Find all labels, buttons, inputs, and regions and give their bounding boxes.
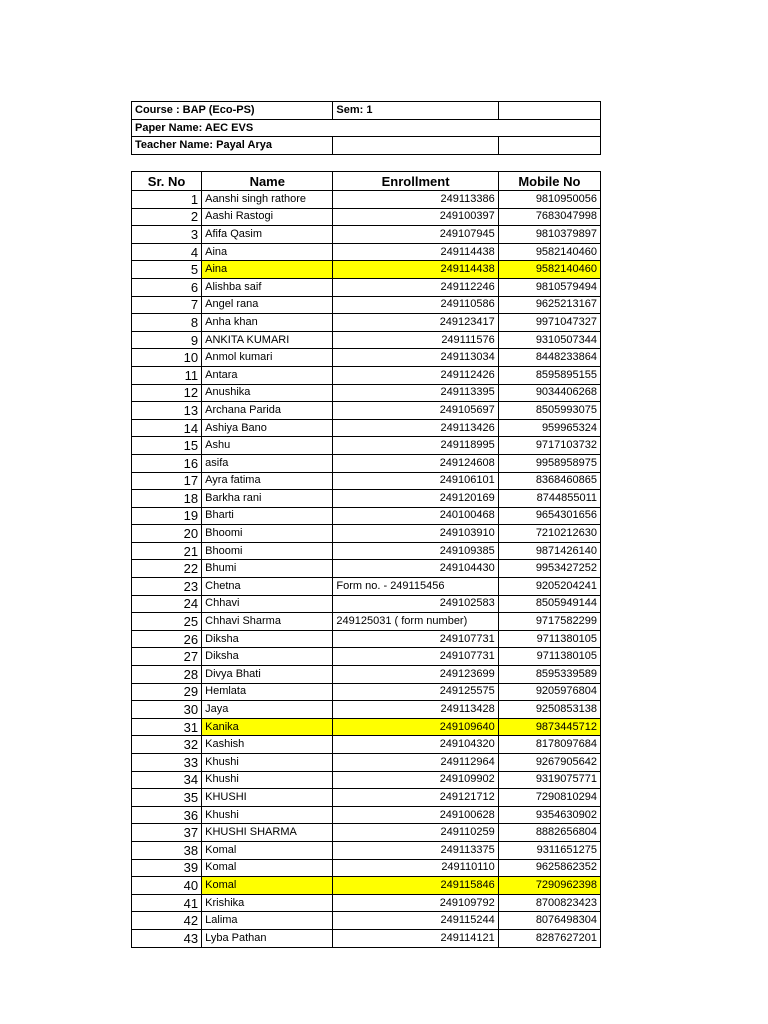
cell-mobile: 8595895155	[498, 366, 600, 384]
table-row	[132, 243, 601, 261]
table-row	[132, 525, 601, 543]
cell-sr: 3	[132, 226, 202, 244]
cell-sr: 16	[132, 454, 202, 472]
cell-sr: 34	[132, 771, 202, 789]
cell-enrollment: 240100468	[333, 507, 498, 525]
cell-name: Bhoomi	[202, 525, 333, 543]
cell-sr: 17	[132, 472, 202, 490]
cell-enrollment: 249104430	[333, 560, 498, 578]
cell-sr: 37	[132, 824, 202, 842]
cell-enrollment: 249110586	[333, 296, 498, 314]
cell-mobile: 8505993075	[498, 402, 600, 420]
cell-enrollment: 249102583	[333, 595, 498, 613]
cell-name: Bharti	[202, 507, 333, 525]
cell-sr: 14	[132, 419, 202, 437]
table-row	[132, 578, 601, 596]
table-row	[132, 296, 601, 314]
table-row	[132, 191, 601, 209]
paper-row	[132, 119, 601, 137]
cell-mobile: 8448233864	[498, 349, 600, 367]
cell-name: Afifa Qasim	[202, 226, 333, 244]
cell-mobile: 7683047998	[498, 208, 600, 226]
table-row	[132, 806, 601, 824]
cell-name: Khushi	[202, 771, 333, 789]
cell-enrollment: 249113426	[333, 419, 498, 437]
cell-enrollment: 249104320	[333, 736, 498, 754]
cell-name: Aina	[202, 243, 333, 261]
cell-name: Ashu	[202, 437, 333, 455]
table-row	[132, 877, 601, 895]
cell-enrollment: 249113428	[333, 701, 498, 719]
cell-mobile: 9034406268	[498, 384, 600, 402]
table-row	[132, 542, 601, 560]
cell-name: Aashi Rastogi	[202, 208, 333, 226]
table-row	[132, 595, 601, 613]
cell-sr: 40	[132, 877, 202, 895]
cell-sr: 18	[132, 490, 202, 508]
cell-mobile: 8076498304	[498, 912, 600, 930]
cell-sr: 35	[132, 789, 202, 807]
cell-enrollment: 249125031 ( form number)	[333, 613, 498, 631]
cell-enrollment: 249107945	[333, 226, 498, 244]
cell-sr: 29	[132, 683, 202, 701]
cell-enrollment: 249113375	[333, 841, 498, 859]
cell-name: Chhavi	[202, 595, 333, 613]
table-row	[132, 630, 601, 648]
cell-sr: 38	[132, 841, 202, 859]
cell-name: Diksha	[202, 630, 333, 648]
cell-mobile: 9711380105	[498, 630, 600, 648]
cell-enrollment: 249106101	[333, 472, 498, 490]
cell-name: Diksha	[202, 648, 333, 666]
table-row	[132, 314, 601, 332]
cell-name: Anmol kumari	[202, 349, 333, 367]
cell-enrollment: 249113395	[333, 384, 498, 402]
cell-enrollment: 249123699	[333, 666, 498, 684]
course-info-table	[131, 101, 601, 155]
cell-mobile: 9810950056	[498, 191, 600, 209]
cell-enrollment: 249112426	[333, 366, 498, 384]
cell-enrollment: 249115244	[333, 912, 498, 930]
table-row	[132, 736, 601, 754]
cell-mobile: 7290810294	[498, 789, 600, 807]
cell-sr: 22	[132, 560, 202, 578]
cell-mobile: 9582140460	[498, 243, 600, 261]
cell-enrollment: 249100628	[333, 806, 498, 824]
cell-sr: 30	[132, 701, 202, 719]
cell-enrollment: Form no. - 249115456	[333, 578, 498, 596]
table-row	[132, 208, 601, 226]
course-row	[132, 102, 601, 120]
cell-sr: 15	[132, 437, 202, 455]
cell-mobile: 8595339589	[498, 666, 600, 684]
cell-sr: 43	[132, 929, 202, 947]
cell-enrollment: 249103910	[333, 525, 498, 543]
cell-enrollment: 249115846	[333, 877, 498, 895]
cell-enrollment: 249112964	[333, 754, 498, 772]
table-row	[132, 507, 601, 525]
cell-mobile: 9250853138	[498, 701, 600, 719]
cell-sr: 1	[132, 191, 202, 209]
cell-enrollment: 249125575	[333, 683, 498, 701]
cell-sr: 36	[132, 806, 202, 824]
cell-mobile: 9971047327	[498, 314, 600, 332]
cell-mobile: 7290962398	[498, 877, 600, 895]
cell-mobile: 8744855011	[498, 490, 600, 508]
table-row	[132, 824, 601, 842]
header-row	[132, 172, 601, 191]
table-row	[132, 226, 601, 244]
cell-mobile: 9873445712	[498, 718, 600, 736]
cell-sr: 5	[132, 261, 202, 279]
table-row	[132, 718, 601, 736]
table-row	[132, 912, 601, 930]
cell-enrollment: 249109792	[333, 894, 498, 912]
cell-sr: 11	[132, 366, 202, 384]
cell-enrollment: 249110259	[333, 824, 498, 842]
cell-sr: 33	[132, 754, 202, 772]
cell-mobile: 8882656804	[498, 824, 600, 842]
cell-name: Kashish	[202, 736, 333, 754]
cell-enrollment: 249112246	[333, 278, 498, 296]
table-row	[132, 929, 601, 947]
cell-sr: 26	[132, 630, 202, 648]
cell-mobile: 9654301656	[498, 507, 600, 525]
cell-mobile: 9205976804	[498, 683, 600, 701]
header-sr-no: Sr. No	[132, 172, 202, 191]
table-row	[132, 278, 601, 296]
cell-sr: 13	[132, 402, 202, 420]
cell-enrollment: 249114438	[333, 261, 498, 279]
header-mobile: Mobile No	[498, 172, 600, 191]
cell-mobile: 9311651275	[498, 841, 600, 859]
cell-mobile: 9310507344	[498, 331, 600, 349]
cell-name: ANKITA KUMARI	[202, 331, 333, 349]
cell-sr: 32	[132, 736, 202, 754]
cell-mobile: 8505949144	[498, 595, 600, 613]
cell-enrollment: 249110110	[333, 859, 498, 877]
cell-name: Komal	[202, 841, 333, 859]
cell-enrollment: 249109385	[333, 542, 498, 560]
cell-mobile: 959965324	[498, 419, 600, 437]
table-row	[132, 701, 601, 719]
cell-mobile: 8368460865	[498, 472, 600, 490]
table-row	[132, 754, 601, 772]
cell-sr: 21	[132, 542, 202, 560]
cell-sr: 41	[132, 894, 202, 912]
cell-name: asifa	[202, 454, 333, 472]
table-row	[132, 490, 601, 508]
cell-enrollment: 249107731	[333, 648, 498, 666]
cell-mobile: 9810379897	[498, 226, 600, 244]
cell-name: Khushi	[202, 754, 333, 772]
cell-enrollment: 249113386	[333, 191, 498, 209]
cell-sr: 23	[132, 578, 202, 596]
cell-name: Bhoomi	[202, 542, 333, 560]
table-row	[132, 613, 601, 631]
empty-cell	[498, 102, 600, 120]
cell-mobile: 8178097684	[498, 736, 600, 754]
table-row	[132, 771, 601, 789]
cell-sr: 2	[132, 208, 202, 226]
cell-enrollment: 249109640	[333, 718, 498, 736]
cell-mobile: 9717103732	[498, 437, 600, 455]
teacher-cell: Teacher Name: Payal Arya	[132, 137, 333, 155]
course-cell: Course : BAP (Eco-PS)	[132, 102, 333, 120]
table-row	[132, 841, 601, 859]
table-row	[132, 331, 601, 349]
cell-name: KHUSHI	[202, 789, 333, 807]
cell-mobile: 9319075771	[498, 771, 600, 789]
cell-name: Angel rana	[202, 296, 333, 314]
table-row	[132, 437, 601, 455]
cell-name: Barkha rani	[202, 490, 333, 508]
cell-name: Anushika	[202, 384, 333, 402]
table-row	[132, 683, 601, 701]
cell-sr: 12	[132, 384, 202, 402]
cell-sr: 24	[132, 595, 202, 613]
cell-sr: 19	[132, 507, 202, 525]
cell-mobile: 9267905642	[498, 754, 600, 772]
cell-name: Jaya	[202, 701, 333, 719]
cell-mobile: 9205204241	[498, 578, 600, 596]
cell-sr: 31	[132, 718, 202, 736]
roster-body	[132, 191, 601, 948]
cell-mobile: 9582140460	[498, 261, 600, 279]
cell-name: Komal	[202, 859, 333, 877]
table-row	[132, 789, 601, 807]
cell-name: Antara	[202, 366, 333, 384]
table-row	[132, 402, 601, 420]
cell-name: Chetna	[202, 578, 333, 596]
table-row	[132, 648, 601, 666]
cell-name: Chhavi Sharma	[202, 613, 333, 631]
cell-enrollment: 249124608	[333, 454, 498, 472]
cell-sr: 7	[132, 296, 202, 314]
header-enrollment: Enrollment	[333, 172, 498, 191]
cell-sr: 25	[132, 613, 202, 631]
cell-sr: 28	[132, 666, 202, 684]
cell-sr: 6	[132, 278, 202, 296]
cell-enrollment: 249107731	[333, 630, 498, 648]
paper-cell: Paper Name: AEC EVS	[132, 119, 601, 137]
cell-name: Hemlata	[202, 683, 333, 701]
sem-cell: Sem: 1	[333, 102, 498, 120]
cell-name: Khushi	[202, 806, 333, 824]
cell-mobile: 9625213167	[498, 296, 600, 314]
empty-cell	[498, 137, 600, 155]
table-row	[132, 894, 601, 912]
student-roster-table	[131, 171, 601, 948]
table-row	[132, 384, 601, 402]
cell-name: Divya Bhati	[202, 666, 333, 684]
teacher-row	[132, 137, 601, 155]
cell-sr: 10	[132, 349, 202, 367]
table-row	[132, 349, 601, 367]
cell-sr: 9	[132, 331, 202, 349]
table-row	[132, 454, 601, 472]
table-row	[132, 859, 601, 877]
empty-cell	[333, 137, 498, 155]
cell-enrollment: 249111576	[333, 331, 498, 349]
cell-sr: 20	[132, 525, 202, 543]
table-row	[132, 419, 601, 437]
cell-enrollment: 249100397	[333, 208, 498, 226]
table-row	[132, 666, 601, 684]
cell-mobile: 9625862352	[498, 859, 600, 877]
cell-sr: 8	[132, 314, 202, 332]
cell-name: KHUSHI SHARMA	[202, 824, 333, 842]
header-name: Name	[202, 172, 333, 191]
cell-enrollment: 249114121	[333, 929, 498, 947]
cell-mobile: 9354630902	[498, 806, 600, 824]
table-row	[132, 472, 601, 490]
cell-name: Krishika	[202, 894, 333, 912]
cell-name: Aina	[202, 261, 333, 279]
cell-mobile: 9810579494	[498, 278, 600, 296]
cell-name: Lalima	[202, 912, 333, 930]
cell-mobile: 8700823423	[498, 894, 600, 912]
cell-mobile: 9953427252	[498, 560, 600, 578]
cell-name: Alishba saif	[202, 278, 333, 296]
cell-mobile: 9717582299	[498, 613, 600, 631]
cell-sr: 39	[132, 859, 202, 877]
cell-enrollment: 249109902	[333, 771, 498, 789]
cell-name: Archana Parida	[202, 402, 333, 420]
cell-name: Kanika	[202, 718, 333, 736]
cell-sr: 4	[132, 243, 202, 261]
cell-name: Anha khan	[202, 314, 333, 332]
table-row	[132, 261, 601, 279]
cell-name: Ashiya Bano	[202, 419, 333, 437]
cell-mobile: 7210212630	[498, 525, 600, 543]
cell-enrollment: 249114438	[333, 243, 498, 261]
cell-enrollment: 249118995	[333, 437, 498, 455]
cell-enrollment: 249121712	[333, 789, 498, 807]
cell-enrollment: 249113034	[333, 349, 498, 367]
cell-enrollment: 249120169	[333, 490, 498, 508]
cell-sr: 27	[132, 648, 202, 666]
cell-name: Bhumi	[202, 560, 333, 578]
cell-enrollment: 249123417	[333, 314, 498, 332]
table-row	[132, 560, 601, 578]
cell-name: Lyba Pathan	[202, 929, 333, 947]
cell-mobile: 8287627201	[498, 929, 600, 947]
cell-mobile: 9958958975	[498, 454, 600, 472]
cell-mobile: 9871426140	[498, 542, 600, 560]
cell-name: Komal	[202, 877, 333, 895]
cell-mobile: 9711380105	[498, 648, 600, 666]
cell-name: Ayra fatima	[202, 472, 333, 490]
cell-enrollment: 249105697	[333, 402, 498, 420]
table-row	[132, 366, 601, 384]
cell-sr: 42	[132, 912, 202, 930]
cell-name: Aanshi singh rathore	[202, 191, 333, 209]
